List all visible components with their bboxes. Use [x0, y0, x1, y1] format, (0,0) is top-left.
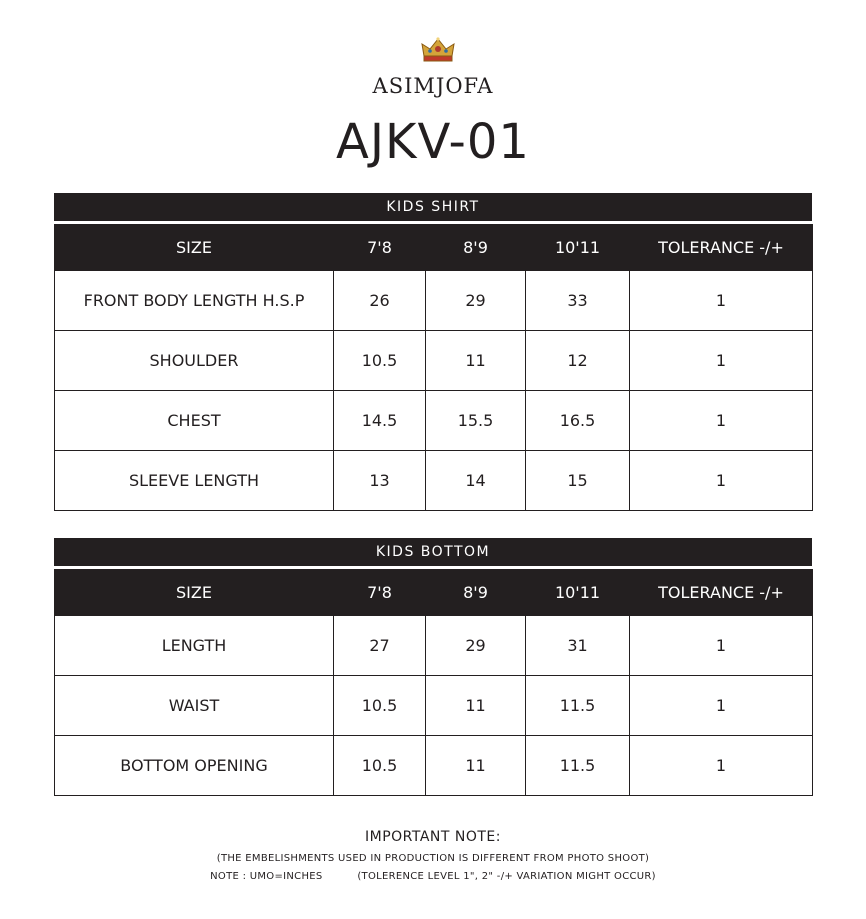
kids-bottom-table — [54, 569, 813, 796]
table-cell: 1 — [630, 271, 813, 331]
table-cell: 11 — [426, 676, 526, 736]
header-cell: 7'8 — [334, 570, 426, 616]
important-notes — [0, 824, 866, 886]
table-cell: 10.5 — [334, 331, 426, 391]
header-cell: SIZE — [55, 570, 334, 616]
header-cell: 7'8 — [334, 225, 426, 271]
note-units: NOTE : UMO=INCHES — [210, 871, 323, 882]
table-row — [55, 451, 813, 511]
note-units-row — [0, 868, 866, 886]
table-cell: 1 — [630, 331, 813, 391]
article-code: AJKV-01 — [336, 114, 530, 170]
table-cell: 11.5 — [526, 676, 630, 736]
measurement-label: WAIST — [55, 676, 334, 736]
section-title-kids-bottom: KIDS BOTTOM — [54, 538, 812, 566]
measurement-label: SLEEVE LENGTH — [55, 451, 334, 511]
table-row — [55, 676, 813, 736]
table-cell: 11 — [426, 331, 526, 391]
table-row — [55, 616, 813, 676]
table-cell: 26 — [334, 271, 426, 331]
header-row — [55, 570, 813, 616]
table-cell: 29 — [426, 616, 526, 676]
kids-shirt-section — [54, 193, 812, 511]
table-cell: 1 — [630, 736, 813, 796]
header-cell: TOLERANCE -/+ — [630, 570, 813, 616]
table-cell: 14 — [426, 451, 526, 511]
table-cell: 1 — [630, 391, 813, 451]
section-title-kids-shirt: KIDS SHIRT — [54, 193, 812, 221]
table-cell: 1 — [630, 451, 813, 511]
table-cell: 29 — [426, 271, 526, 331]
header-cell: 10'11 — [526, 225, 630, 271]
table-row — [55, 391, 813, 451]
header-cell: 8'9 — [426, 225, 526, 271]
table-cell: 11.5 — [526, 736, 630, 796]
table-cell: 1 — [630, 676, 813, 736]
brand-logo — [0, 66, 866, 106]
header-row — [55, 225, 813, 271]
table-cell: 12 — [526, 331, 630, 391]
table-cell: 15.5 — [426, 391, 526, 451]
note-tolerance: (TOLERENCE LEVEL 1", 2" -/+ VARIATION MIGHT OCCUR) — [357, 871, 656, 882]
measurement-label: BOTTOM OPENING — [55, 736, 334, 796]
table-cell: 16.5 — [526, 391, 630, 451]
header-cell: TOLERANCE -/+ — [630, 225, 813, 271]
table-row — [55, 271, 813, 331]
kids-shirt-table — [54, 224, 813, 511]
table-cell: 11 — [426, 736, 526, 796]
header-cell: 8'9 — [426, 570, 526, 616]
table-cell: 14.5 — [334, 391, 426, 451]
table-cell: 31 — [526, 616, 630, 676]
table-cell: 33 — [526, 271, 630, 331]
header-cell: 10'11 — [526, 570, 630, 616]
crown-icon — [420, 36, 456, 64]
table-cell: 10.5 — [334, 676, 426, 736]
note-title: IMPORTANT NOTE: — [364, 829, 501, 845]
measurement-label: LENGTH — [55, 616, 334, 676]
table-cell: 15 — [526, 451, 630, 511]
table-cell: 1 — [630, 616, 813, 676]
brand-name: ASIMJOFA — [372, 74, 494, 98]
measurement-label: CHEST — [55, 391, 334, 451]
header-cell: SIZE — [55, 225, 334, 271]
table-cell: 13 — [334, 451, 426, 511]
measurement-label: FRONT BODY LENGTH H.S.P — [55, 271, 334, 331]
table-cell: 10.5 — [334, 736, 426, 796]
table-row — [55, 736, 813, 796]
table-cell: 27 — [334, 616, 426, 676]
measurement-label: SHOULDER — [55, 331, 334, 391]
table-row — [55, 331, 813, 391]
kids-bottom-section — [54, 538, 812, 796]
note-embellishment: (THE EMBELISHMENTS USED IN PRODUCTION IS DIFFERENT FROM PHOTO SHOOT) — [216, 853, 650, 864]
